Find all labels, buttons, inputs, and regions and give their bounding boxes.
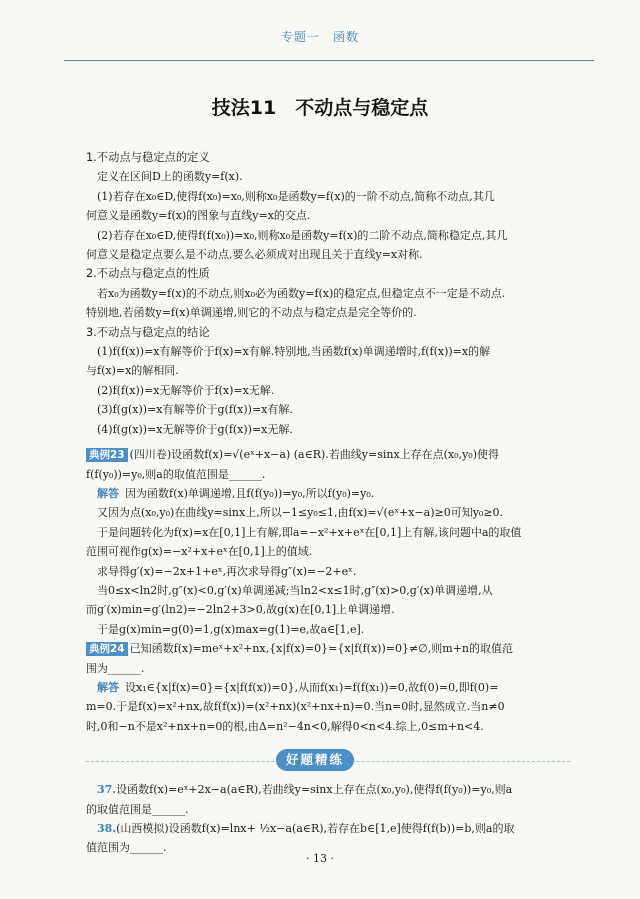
answer-label: 解答 [97,486,119,500]
definition-heading: 1.不动点与稳定点的定义 [86,151,210,164]
text-line: 何意义是函数y=f(x)的图象与直线y=x的交点. [86,209,311,223]
text-line: 而g′(x)min=g′(ln2)=−2ln2+3>0,故g(x)在[0,1]上单调递增. [86,603,395,617]
text-line: 何意义是稳定点要么是不动点,要么必须成对出现且关于直线y=x对称. [86,248,423,262]
content [86,148,570,858]
answer-label: 解答 [97,680,119,694]
running-header: 专题一 函数 [280,30,359,44]
property-heading: 2.不动点与稳定点的性质 [86,267,210,281]
text-line: m=0.于是f(x)=x²+nx,故f(f(x))=(x²+nx)(x²+nx+n)=0.当n=0时,显然成立.当n≠0 [86,700,505,714]
page-title: 技法11 不动点与稳定点 [211,97,429,119]
example-24-text: 已知函数f(x)=meˣ+x²+nx,{x|f(x)=0}={x|f(f(x))=0}≠∅,则m+n的取值范 [129,642,513,656]
question-37-text: 设函数f(x)=eˣ+2x−a(a∈R),若曲线y=sinx上存在点(x₀,y₀),使得f(f(y₀))=y₀,则a [116,783,513,797]
example-23-line [86,445,570,464]
example-23-answer-line [86,484,570,503]
text-line: 时,0和−n不是x²+nx+n=0的根,由Δ=n²−4n<0,解得0<n<4.综上,0≤m+n<4. [86,719,484,733]
text-line: f(f(y₀))=y₀,则a的取值范围是______. [86,467,266,481]
text-line: 围为______. [86,661,145,675]
text-line: 的取值范围是______. [86,802,189,816]
text-line: 当0≤x<ln2时,g″(x)<0,g′(x)单调递减;当ln2<x≤1时,g″(x)>0,g′(x)单调递增,从 [97,583,493,597]
text-line: (2)若存在x₀∈D,使得f(f(x₀))=x₀,则称x₀是函数y=f(x)的二阶不动点,简称稳定点,其几 [97,228,508,242]
text-line: 与f(x)=x的解相同. [86,364,179,378]
answer-text: 因为函数f(x)单调递增,且f(f(y₀))=y₀,所以f(y₀)=y₀. [125,486,375,500]
text-line: 若x₀为函数y=f(x)的不动点,则x₀必为函数y=f(x)的稳定点,但稳定点不一定是不动点. [97,286,506,300]
example-24-answer-line [86,678,570,697]
example-24-tag: 典例24 [86,642,128,656]
text-line: (3)f(g(x))=x有解等价于g(f(x))=x有解. [97,403,293,417]
text-line: 于是问题转化为f(x)=x在[0,1]上有解,即a=−x²+x+eˣ在[0,1]上有解,该问题中a的取值 [97,525,522,539]
question-37-number: 37. [97,783,117,797]
conclusion-heading: 3.不动点与稳定点的结论 [86,325,210,339]
question-38-number: 38. [97,822,117,835]
text-line: (1)若存在x₀∈D,使得f(x₀)=x₀,则称x₀是函数y=f(x)的一阶不动点,简称不动点,其几 [97,189,495,203]
text-line: 于是g(x)min=g(0)=1,g(x)max=g(1)=e,故a∈[1,e]. [97,622,365,636]
example-23-tag: 典例23 [86,448,128,462]
text-line: (1)f(f(x))=x有解等价于f(x)=x有解.特别地,当函数f(x)单调递增时,f(f(x))=x的解 [97,345,491,359]
text-line: (2)f(f(x))=x无解等价于f(x)=x无解. [97,383,275,397]
text-line: 值范围为______. [86,841,167,855]
practice-section-header [86,748,570,774]
question-38-text: (山西模拟)设函数f(x)=lnx+ ½x−a(a∈R),若存在b∈[1,e]使得f(f(b))=b,则a的取 [116,822,515,835]
text-line: 范围可视作g(x)=−x²+x+eˣ在[0,1]上的值域. [86,545,313,559]
text-line: 定义在区间D上的函数y=f(x). [97,170,243,184]
example-24-line [86,639,570,658]
text-line: (4)f(g(x))=x无解等价于g(f(x))=x无解. [97,422,293,436]
question-37-line [86,780,570,799]
header-rule [64,60,594,61]
example-23-text: (四川卷)设函数f(x)=√(eˣ+x−a) (a∈R).若曲线y=sinx上存在点(x₀,y₀)使得 [129,448,499,462]
page-number: · 13 · [306,852,334,865]
practice-badge: 好题精练 [276,749,354,771]
text-line: 又因为点(x₀,y₀)在曲线y=sinx上,所以−1≤y₀≤1,由f(x)=√(eˣ+x−a)≥0可知y₀≥0. [97,506,504,520]
question-38-line [86,819,570,838]
text-line: 求导得g′(x)=−2x+1+eˣ,再次求导得g″(x)=−2+eˣ. [97,564,357,578]
answer-text: 设x₁∈{x|f(x)=0}={x|f(f(x))=0},从而f(x₁)=f(f(x₁))=0,故f(0)=0,即f(0)= [125,680,499,694]
text-line: 特别地,若函数y=f(x)单调递增,则它的不动点与稳定点是完全等价的. [86,306,417,320]
